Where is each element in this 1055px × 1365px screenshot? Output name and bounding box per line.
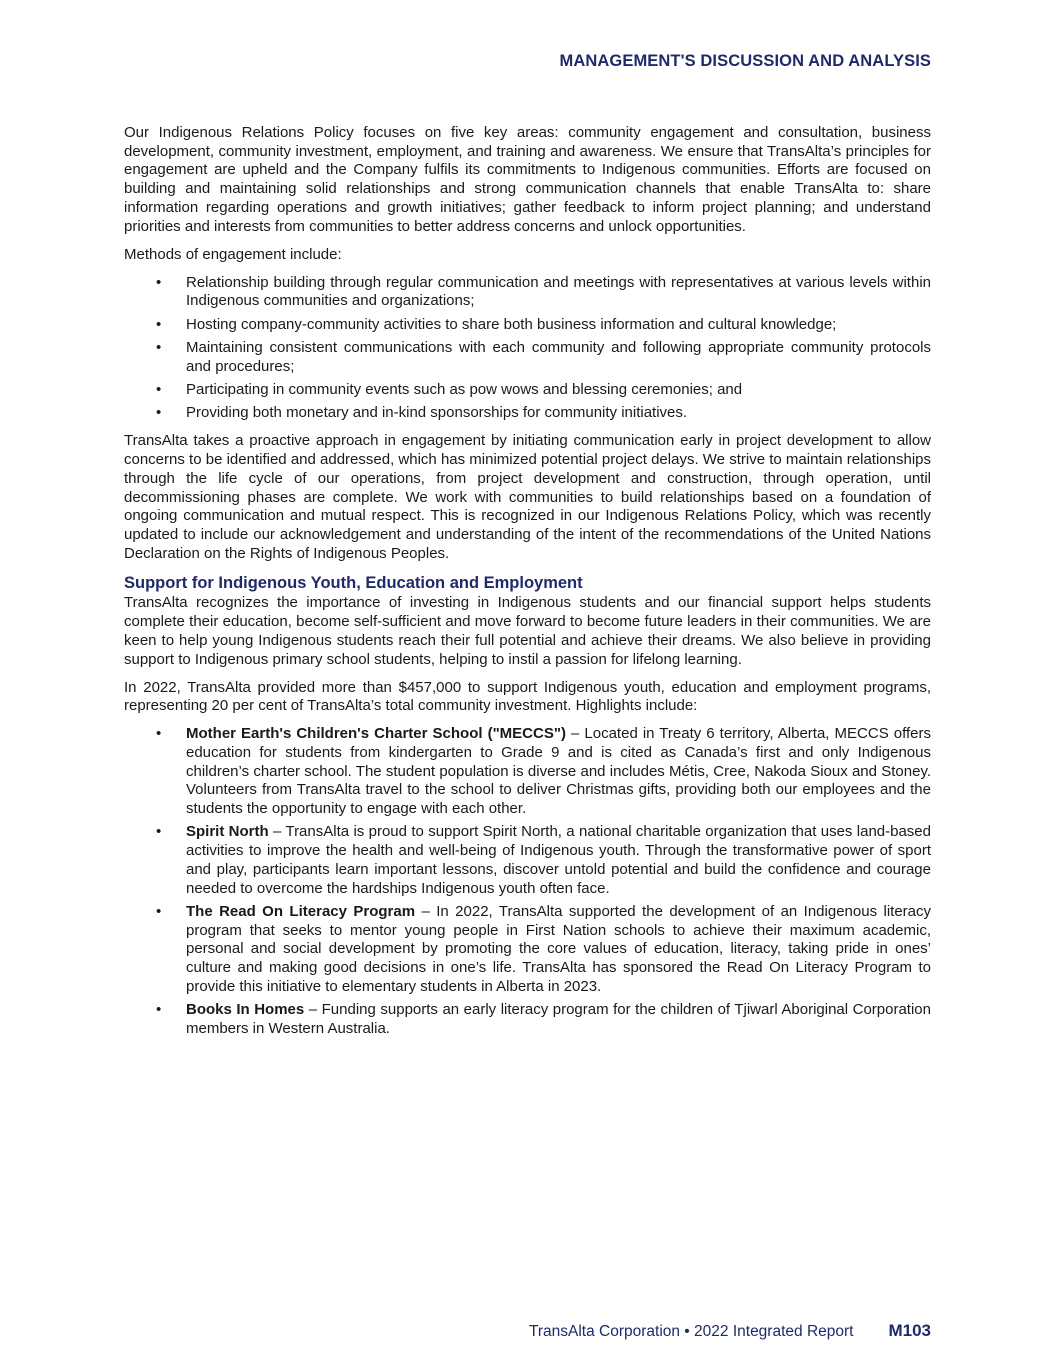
bullet-icon: • bbox=[156, 725, 162, 743]
highlights-list bbox=[124, 725, 931, 1038]
highlight-name: Books In Homes bbox=[186, 1001, 305, 1019]
intro-paragraph: Our Indigenous Relations Policy focuses on five key areas: community engagement and consultation, business development, community investment, employment, and training and awareness. We ensure that TransAlta’s principles for engagement are upheld and the Company fulfils its commitments to Indigenous communities. Efforts are focused on building and maintaining solid relationships and strong communication channels that enable TransAlta to: share information regarding operations and growth initiatives; gather feedback to inform project planning; and understand priorities and interests from communities to better address concerns and unlock opportunities. bbox=[124, 124, 931, 235]
youth-paragraph-1: TransAlta recognizes the importance of investing in Indigenous students and our financial support helps students complete their education, become self-sufficient and move forward to become future leaders in their communities. We are keen to help young Indigenous students reach their full potential and achieve their dreams. We also believe in providing support to Indigenous primary school students, helping to instil a passion for lifelong learning. bbox=[124, 594, 931, 668]
page-footer bbox=[529, 1321, 931, 1341]
bullet-icon: • bbox=[156, 381, 162, 399]
bullet-icon: • bbox=[156, 902, 162, 920]
highlight-text: – Located in Treaty 6 territory, Alberta, MECCS offers education for students from kindergarten to Grade 9 and is cited as Canada’s first and only Indigenous children’s charter school. The student population is diverse and includes Métis, Cree, Nakoda Sioux and Stoney. Volunteers from TransAlta travel to the school to deliver Christmas gifts, providing both our employees and the students the opportunity to engage with each other. bbox=[186, 725, 931, 818]
highlight-item bbox=[124, 1001, 931, 1038]
highlight-item bbox=[124, 725, 931, 819]
highlight-text: – In 2022, TransAlta supported the development of an Indigenous literacy program that seeks to mentor young people in First Nation schools to achieve their maximum academic, personal and social development by promoting the core values of education, literacy, taking pride in ones’ culture and making good decisions in one’s life. TransAlta has sponsored the Read On Literacy Program to provide this initiative to elementary students in Alberta in 2023. bbox=[186, 902, 931, 995]
list-item: • Providing both monetary and in-kind sponsorships for community initiatives. bbox=[156, 404, 688, 422]
bullet-icon: • bbox=[156, 404, 162, 422]
highlight-text: – TransAlta is proud to support Spirit North, a national charitable organization that uses land-based activities to improve the health and well-being of Indigenous youth. Through the transformative power of sport and play, participants learn important lessons, discover untold potential and build the confidence and courage needed to overcome the hardships Indigenous youth often face. bbox=[186, 823, 931, 897]
page-number: M103 bbox=[888, 1321, 931, 1340]
main-content bbox=[124, 124, 931, 1048]
highlight-name: Spirit North bbox=[186, 823, 269, 841]
section-heading: Support for Indigenous Youth, Education and Employment bbox=[124, 574, 583, 593]
report-title: TransAlta Corporation • 2022 Integrated Report bbox=[528, 1323, 854, 1340]
highlight-item bbox=[124, 903, 931, 997]
youth-paragraph-2: In 2022, TransAlta provided more than $457,000 to support Indigenous youth, education and employment programs, representing 20 per cent of TransAlta’s total community investment. Highlights include: bbox=[124, 678, 931, 715]
bullet-icon: • bbox=[156, 315, 162, 333]
bullet-icon: • bbox=[156, 339, 162, 356]
list-item: • Participating in community events such as pow wows and blessing ceremonies; and bbox=[156, 381, 743, 399]
bullet-icon: • bbox=[156, 273, 162, 291]
methods-list bbox=[124, 274, 931, 424]
highlight-text: – Funding supports an early literacy program for the children of Tjiwarl Aboriginal Corporation members in Western Australia. bbox=[186, 1001, 931, 1037]
list-item: • Relationship building through regular communication and meetings with representatives at various levels within Indigenous communities and organizations; bbox=[156, 273, 931, 310]
bullet-icon: • bbox=[156, 1001, 162, 1019]
list-item: • Hosting company-community activities to share both business information and cultural knowledge; bbox=[156, 315, 837, 333]
list-item: • Maintaining consistent communications with each community and following appropriate community protocols and procedures; bbox=[156, 339, 931, 375]
highlight-item bbox=[124, 823, 931, 898]
methods-lead: Methods of engagement include: bbox=[124, 245, 342, 263]
proactive-paragraph: TransAlta takes a proactive approach in engagement by initiating communication early in project development to allow concerns to be identified and addressed, which has minimized potential project delays. We strive to maintain relationships through the life cycle of our operations, from project development and construction, through operation, until decommissioning phases are complete. We work with communities to build relationships based on a foundation of ongoing communication and mutual respect. This is recognized in our Indigenous Relations Policy, which was recently updated to include our acknowledgement and understanding of the intent of the recommendations of the United Nations Declaration on the Rights of Indigenous Peoples. bbox=[124, 432, 931, 562]
page-header: MANAGEMENT'S DISCUSSION AND ANALYSIS bbox=[559, 52, 931, 70]
bullet-icon: • bbox=[156, 823, 162, 841]
highlight-name: Mother Earth's Children's Charter School ("MECCS") bbox=[186, 725, 566, 743]
highlight-name: The Read On Literacy Program bbox=[186, 902, 416, 920]
